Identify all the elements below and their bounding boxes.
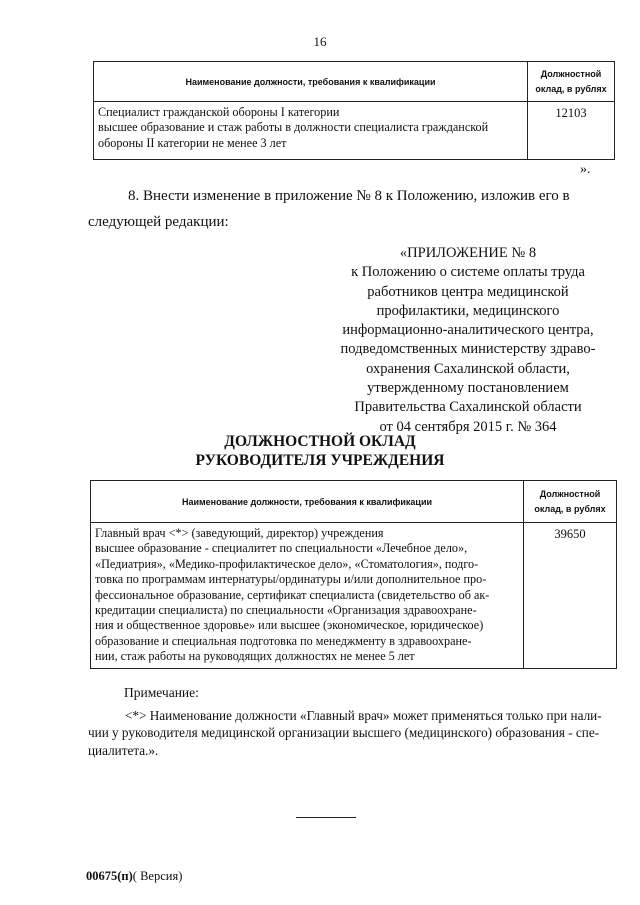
table-row	[94, 102, 615, 160]
position-line: образование и специальная подготовка по менеджменту в здравоохране-	[95, 633, 472, 648]
salary-value-cell: 12103	[528, 102, 615, 160]
position-line: «Педиатрия», «Медико-профилактическое дело», «Стоматология», подго-	[95, 556, 479, 571]
column-header-salary-line1: Должностной	[539, 488, 601, 499]
note-label: Примечание:	[124, 685, 199, 700]
position-line: высшее образование - специалитет по специальности «Лечебное дело»,	[95, 541, 468, 556]
appendix-line: профилактики, медицинского	[376, 302, 560, 319]
position-line: фессиональное образование, сертификат специалиста (свидетельство об ак-	[95, 587, 490, 602]
separator-line	[296, 817, 356, 818]
salary-value-cell: 39650	[524, 523, 617, 669]
note-line1: <*> Наименование должности «Главный врач» может применяться только при нали-	[125, 708, 602, 723]
position-line: Специалист гражданской обороны I категории	[98, 105, 340, 119]
appendix-line: к Положению о системе оплаты труда	[351, 264, 585, 281]
column-header-position: Наименование должности, требования к квалификации	[94, 62, 528, 102]
position-requirements-cell	[91, 523, 524, 669]
column-header-salary	[528, 62, 615, 102]
salary-table-1	[93, 61, 615, 160]
document-title-line1: ДОЛЖНОСТНОЙ ОКЛАД	[224, 433, 416, 450]
table-row	[91, 523, 617, 669]
position-line: товка по программам интернатуры/ординатуры и/или дополнительное про-	[95, 572, 487, 587]
paragraph-8-line2: следующей редакции:	[88, 214, 229, 230]
column-header-salary	[524, 481, 617, 523]
footer-version: ( Версия)	[132, 869, 183, 883]
appendix-line: Правительства Сахалинской области	[354, 399, 582, 416]
note-line3: циалитета.».	[88, 743, 159, 758]
appendix-line: охранения Сахалинской области,	[366, 360, 570, 377]
paragraph-8-line1: 8. Внести изменение в приложение № 8 к Положению, изложив его в	[128, 188, 570, 204]
position-line: ния и общественное здоровье» или высшее (экономическое, юридическое)	[95, 618, 484, 633]
position-line: нии, стаж работы на руководящих должностях не менее 5 лет	[95, 649, 415, 664]
position-line: высшее образование и стаж работы в должности специалиста гражданской	[98, 120, 489, 135]
appendix-line: работников центра медицинской	[367, 283, 569, 300]
table-header-row	[94, 62, 615, 102]
column-header-salary-line1: Должностной	[540, 68, 602, 79]
appendix-line: от 04 сентября 2015 г. № 364	[379, 418, 557, 435]
appendix-line: подведомственных министерству здраво-	[340, 341, 596, 358]
note-line2: чии у руководителя медицинской организации высшего (медицинского) образования - спе-	[88, 725, 600, 740]
footer-document-code: 00675(п)	[86, 869, 133, 883]
column-header-salary-line2: оклад, в рублях	[534, 503, 606, 514]
position-line: кредитации специалиста) по специальности «Организация здравоохране-	[95, 603, 477, 618]
appendix-line: утвержденному постановлением	[367, 380, 569, 397]
document-title-line2: РУКОВОДИТЕЛЯ УЧРЕЖДЕНИЯ	[195, 452, 445, 469]
page-number: 16	[313, 34, 327, 49]
table-header-row	[91, 481, 617, 523]
footer-code	[86, 869, 182, 884]
closing-quote: ».	[580, 162, 591, 177]
appendix-line: информационно-аналитического центра,	[342, 322, 594, 339]
column-header-salary-line2: оклад, в рублях	[535, 83, 607, 94]
position-line: Главный врач <*> (заведующий, директор) учреждения	[95, 526, 384, 540]
column-header-position: Наименование должности, требования к квалификации	[91, 481, 524, 523]
appendix-line: «ПРИЛОЖЕНИЕ № 8	[399, 245, 537, 261]
salary-table-2	[90, 480, 617, 669]
position-requirements-cell	[94, 102, 528, 160]
position-line: обороны II категории не менее 3 лет	[98, 135, 287, 150]
appendix-block	[318, 244, 618, 437]
